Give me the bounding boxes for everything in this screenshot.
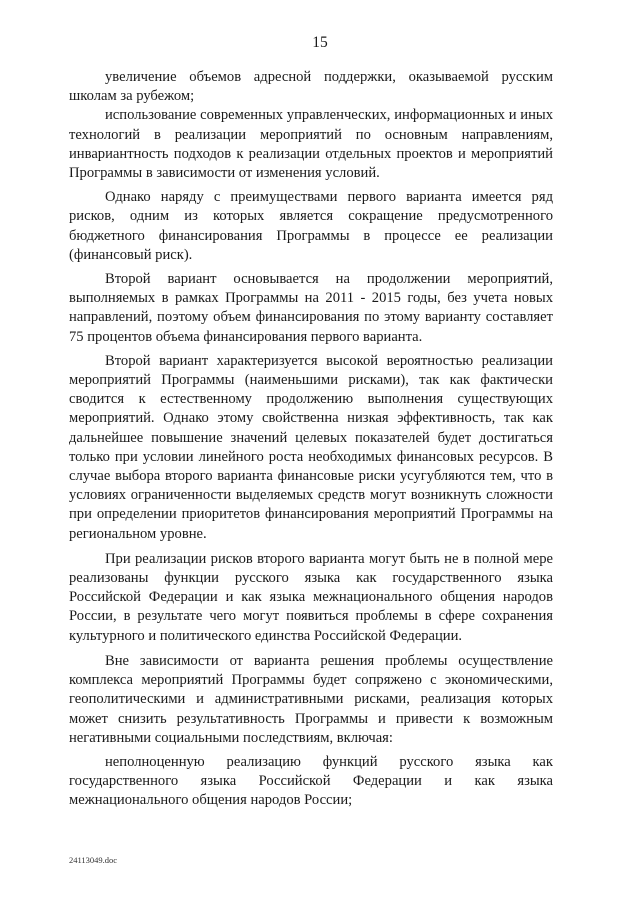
paragraph: Второй вариант характеризуется высокой вероятностью реализации мероприятий Программы (наименьшими рисками), так как фактически сводится к естественному продолжению выполнения существующих мероприятий. Однако этому свойственна низкая эффективность, так как дальнейшее повышение значений целевых показателей будет достигаться только при условии линейного роста необходимых финансовых ресурсов. В случае выбора второго варианта финансовые риски усугубляются тем, что в условиях ограниченности выделяемых средств могут возникнуть сложности при определении приоритетов финансирования мероприятий Программы на региональном уровне. (69, 352, 553, 542)
paragraph: Однако наряду с преимуществами первого варианта имеется ряд рисков, одним из которых является сокращение предусмотренного бюджетного финансирования Программы в процессе ее реализации (финансовый риск). (69, 189, 553, 263)
paragraph: неполноценную реализацию функций русского языка как государственного языка Российской Федерации и как языка межнационального общения народов России; (69, 753, 553, 809)
document-body (69, 68, 553, 811)
paragraph: При реализации рисков второго варианта могут быть не в полной мере реализованы функции русского языка как государственного языка Российской Федерации и как языка межнационального общения народов России, в результате чего могут появиться проблемы в сфере сохранения культурного и политического единства Российской Федерации. (69, 550, 553, 644)
paragraph: использование современных управленческих, информационных и иных технологий в реализации мероприятий по основным направлениям, инвариантность подходов к реализации отдельных проектов и мероприятий Программы в зависимости от изменения условий. (69, 107, 553, 182)
paragraph: Вне зависимости от варианта решения проблемы осуществление комплекса мероприятий Программы будет сопряжено с экономическими, геополитическими и административными рисками, реализация которых может снизить результативность Программы и привести к возможным негативными социальными последствиям, включая: (69, 652, 553, 746)
file-name-footer: 24113049.doc (69, 855, 118, 865)
paragraph: увеличение объемов адресной поддержки, оказываемой русским школам за рубежом; (69, 69, 553, 105)
page-number: 15 (312, 34, 328, 51)
paragraph: Второй вариант основывается на продолжении мероприятий, выполняемых в рамках Программы на 2011 - 2015 годы, без учета новых направлений, поэтому объем финансирования по этому варианту составляет 75 процентов объема финансирования первого варианта. (69, 271, 553, 345)
